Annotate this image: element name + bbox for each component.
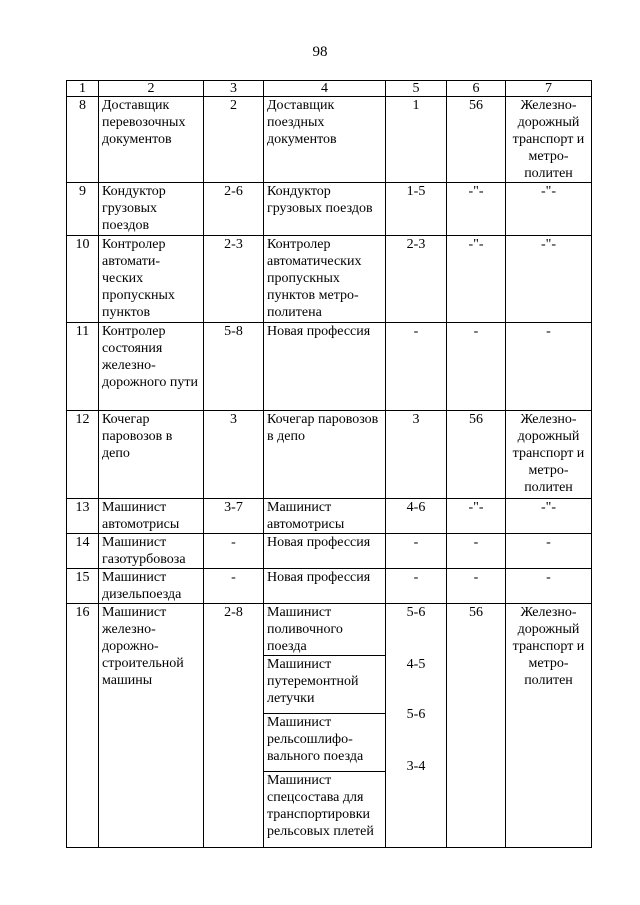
section-code: 56 — [447, 411, 506, 499]
new-profession: Машинист рельсошлифо-вального поезда — [264, 714, 385, 772]
old-grade-range: 2-8 — [204, 604, 264, 848]
header-cell: 4 — [264, 81, 386, 97]
new-profession-list — [264, 604, 386, 848]
new-profession: Контролер автоматических пропускных пунктов метро-политена — [264, 236, 386, 323]
new-grade-range: 5-6 — [406, 707, 426, 722]
new-grade-range: 4-5 — [406, 657, 426, 672]
old-profession: Контролер автомати-ческих пропускных пунктов — [99, 236, 204, 323]
old-profession: Кондуктор грузовых поездов — [99, 183, 204, 236]
old-profession: Машинист газотурбовоза — [99, 534, 204, 569]
professions-table — [66, 80, 592, 848]
header-row — [67, 81, 592, 97]
new-grade-range: - — [386, 534, 447, 569]
new-profession: Машинист поливочного поезда — [264, 604, 385, 656]
section-code: 56 — [447, 97, 506, 183]
new-profession: Машинист спецсостава для транспортировки рельсовых плетей — [267, 773, 374, 839]
row-number: 11 — [67, 323, 99, 411]
new-grade-range: 1-5 — [386, 183, 447, 236]
old-profession: Машинист дизельпоезда — [99, 569, 204, 604]
new-grade-range-list — [386, 604, 447, 848]
section-code: - — [447, 569, 506, 604]
industry-note: Железно-дорожный транспорт и метро-политен — [506, 97, 592, 183]
old-grade-range: 2-3 — [204, 236, 264, 323]
new-profession: Машинист путеремонтной летучки — [264, 656, 385, 714]
new-profession: Новая профессия — [264, 569, 386, 604]
row-number: 13 — [67, 499, 99, 534]
old-grade-range: 2-6 — [204, 183, 264, 236]
old-grade-range: 3 — [204, 411, 264, 499]
new-profession: Новая профессия — [264, 323, 386, 411]
industry-note: -"- — [506, 183, 592, 236]
section-code: -"- — [447, 183, 506, 236]
table-row — [67, 97, 592, 183]
industry-note: - — [506, 534, 592, 569]
new-grade-range: 3-4 — [406, 759, 426, 774]
table-row — [67, 569, 592, 604]
section-code: - — [447, 534, 506, 569]
table-row — [67, 183, 592, 236]
table-row — [67, 236, 592, 323]
section-code: -"- — [447, 236, 506, 323]
old-profession: Кочегар паровозов в депо — [99, 411, 204, 499]
industry-note: - — [506, 323, 592, 411]
table-row — [67, 499, 592, 534]
page-number: 98 — [312, 44, 328, 60]
row-number: 9 — [67, 183, 99, 236]
old-grade-range: - — [204, 569, 264, 604]
new-profession: Кочегар паровозов в депо — [264, 411, 386, 499]
row-number: 10 — [67, 236, 99, 323]
header-cell: 7 — [506, 81, 592, 97]
old-profession: Контролер состояния железно-дорожного пути — [99, 323, 204, 411]
new-grade-range: 2-3 — [386, 236, 447, 323]
industry-note: - — [506, 569, 592, 604]
new-grade-range: - — [386, 569, 447, 604]
new-grade-range: 5-6 — [406, 605, 426, 620]
row-number: 14 — [67, 534, 99, 569]
table-row — [67, 604, 592, 848]
header-cell: 3 — [204, 81, 264, 97]
header-cell: 6 — [447, 81, 506, 97]
new-profession: Кондуктор грузовых поездов — [264, 183, 386, 236]
old-grade-range: 3-7 — [204, 499, 264, 534]
old-profession: Машинист железно-дорожно-строительной машины — [99, 604, 204, 848]
table-row — [67, 323, 592, 411]
old-grade-range: 5-8 — [204, 323, 264, 411]
table-row — [67, 534, 592, 569]
new-grade-range: 3 — [386, 411, 447, 499]
header-cell: 2 — [99, 81, 204, 97]
header-cell: 1 — [67, 81, 99, 97]
row-number: 15 — [67, 569, 99, 604]
new-profession: Машинист автомотрисы — [264, 499, 386, 534]
new-grade-range: - — [386, 323, 447, 411]
section-code: -"- — [447, 499, 506, 534]
industry-note: Железно-дорожный транспорт и метро-политен — [506, 604, 592, 848]
row-number: 12 — [67, 411, 99, 499]
old-grade-range: 2 — [204, 97, 264, 183]
header-cell: 5 — [386, 81, 447, 97]
industry-note: -"- — [506, 499, 592, 534]
table-row — [67, 411, 592, 499]
section-code: 56 — [447, 604, 506, 848]
row-number: 16 — [67, 604, 99, 848]
industry-note: -"- — [506, 236, 592, 323]
old-profession: Машинист автомотрисы — [99, 499, 204, 534]
new-grade-range: 1 — [386, 97, 447, 183]
old-grade-range: - — [204, 534, 264, 569]
new-profession: Доставщик поездных документов — [264, 97, 386, 183]
section-code: - — [447, 323, 506, 411]
industry-note: Железно-дорожный транспорт и метро-политен — [506, 411, 592, 499]
row-number: 8 — [67, 97, 99, 183]
new-profession: Новая профессия — [264, 534, 386, 569]
new-grade-range: 4-6 — [386, 499, 447, 534]
old-profession: Доставщик перевозочных документов — [99, 97, 204, 183]
